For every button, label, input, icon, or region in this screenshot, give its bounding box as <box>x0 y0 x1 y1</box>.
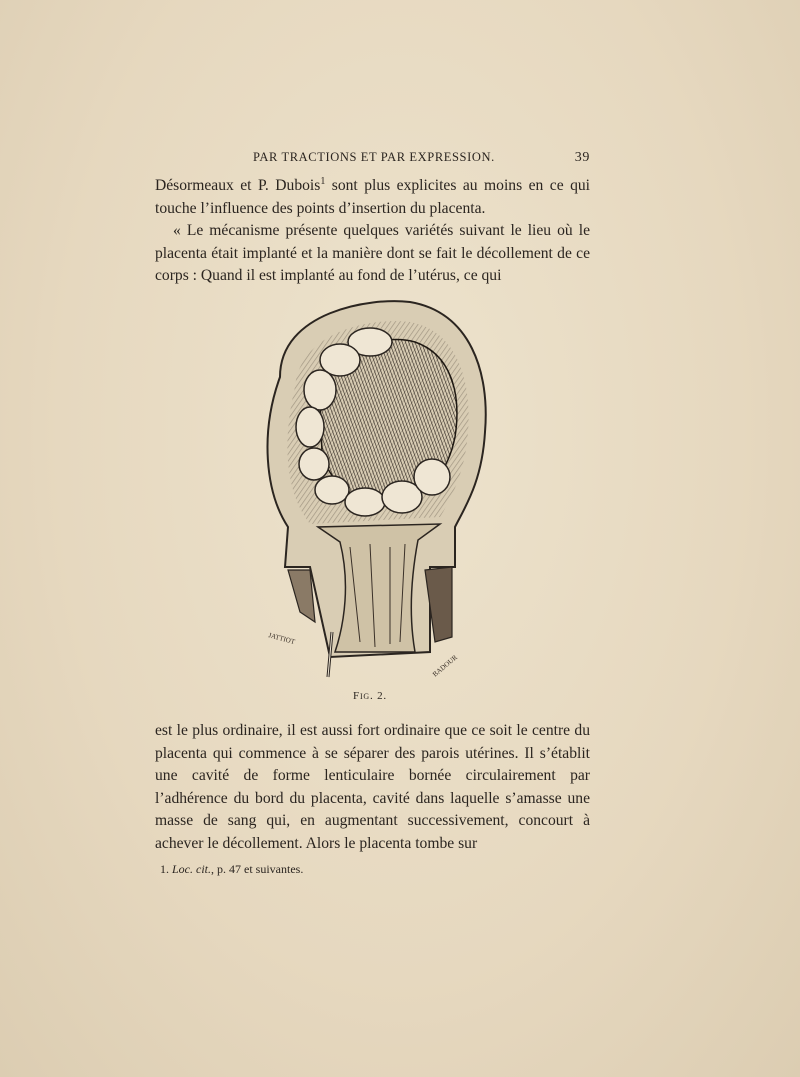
footnote-text: , p. 47 et suivantes. <box>211 862 304 876</box>
body-text-top <box>155 175 590 288</box>
uterus-illustration <box>240 292 500 692</box>
text-run: Désormeaux et P. Dubois <box>155 177 321 194</box>
page-number: 39 <box>574 150 590 165</box>
footnote-ref: 1 <box>320 175 326 187</box>
figure-caption: Fig. 2. <box>353 690 387 702</box>
footnote-citation: Loc. cit. <box>172 862 211 876</box>
body-text-bottom <box>155 720 590 855</box>
footnote-number: 1. <box>160 862 169 876</box>
paragraph <box>155 175 590 220</box>
engraver-signature-left: JATTIOT <box>267 631 296 646</box>
running-title: PAR TRACTIONS ET PAR EXPRESSION. <box>253 150 495 164</box>
paragraph: « Le mécanisme présente quelques variétés suivant le lieu où le placenta était implanté et la manière dont se fait le décollement de ce corps : Quand il est implanté au fond de l’utérus, ce qui <box>155 222 590 284</box>
anatomical-engraving <box>240 292 500 692</box>
text-run: sont plus explicites au moins en ce qui touche l’influence des points d’insertion du placenta. <box>155 177 590 217</box>
paragraph: est le plus ordinaire, il est aussi fort ordinaire que ce soit le centre du placenta qui commence à se séparer des parois utérines. Il s’établit une cavité de forme lenticulaire bornée circulairement par l’adhérence du bord du placenta, cavité dans laquelle s’amasse une masse de sang qui, en augmentant successivement, concourt à achever le décollement. Alors le placenta tombe sur <box>155 722 590 852</box>
footnote <box>160 862 303 877</box>
engraver-signature-right: BADOUR <box>431 653 459 679</box>
